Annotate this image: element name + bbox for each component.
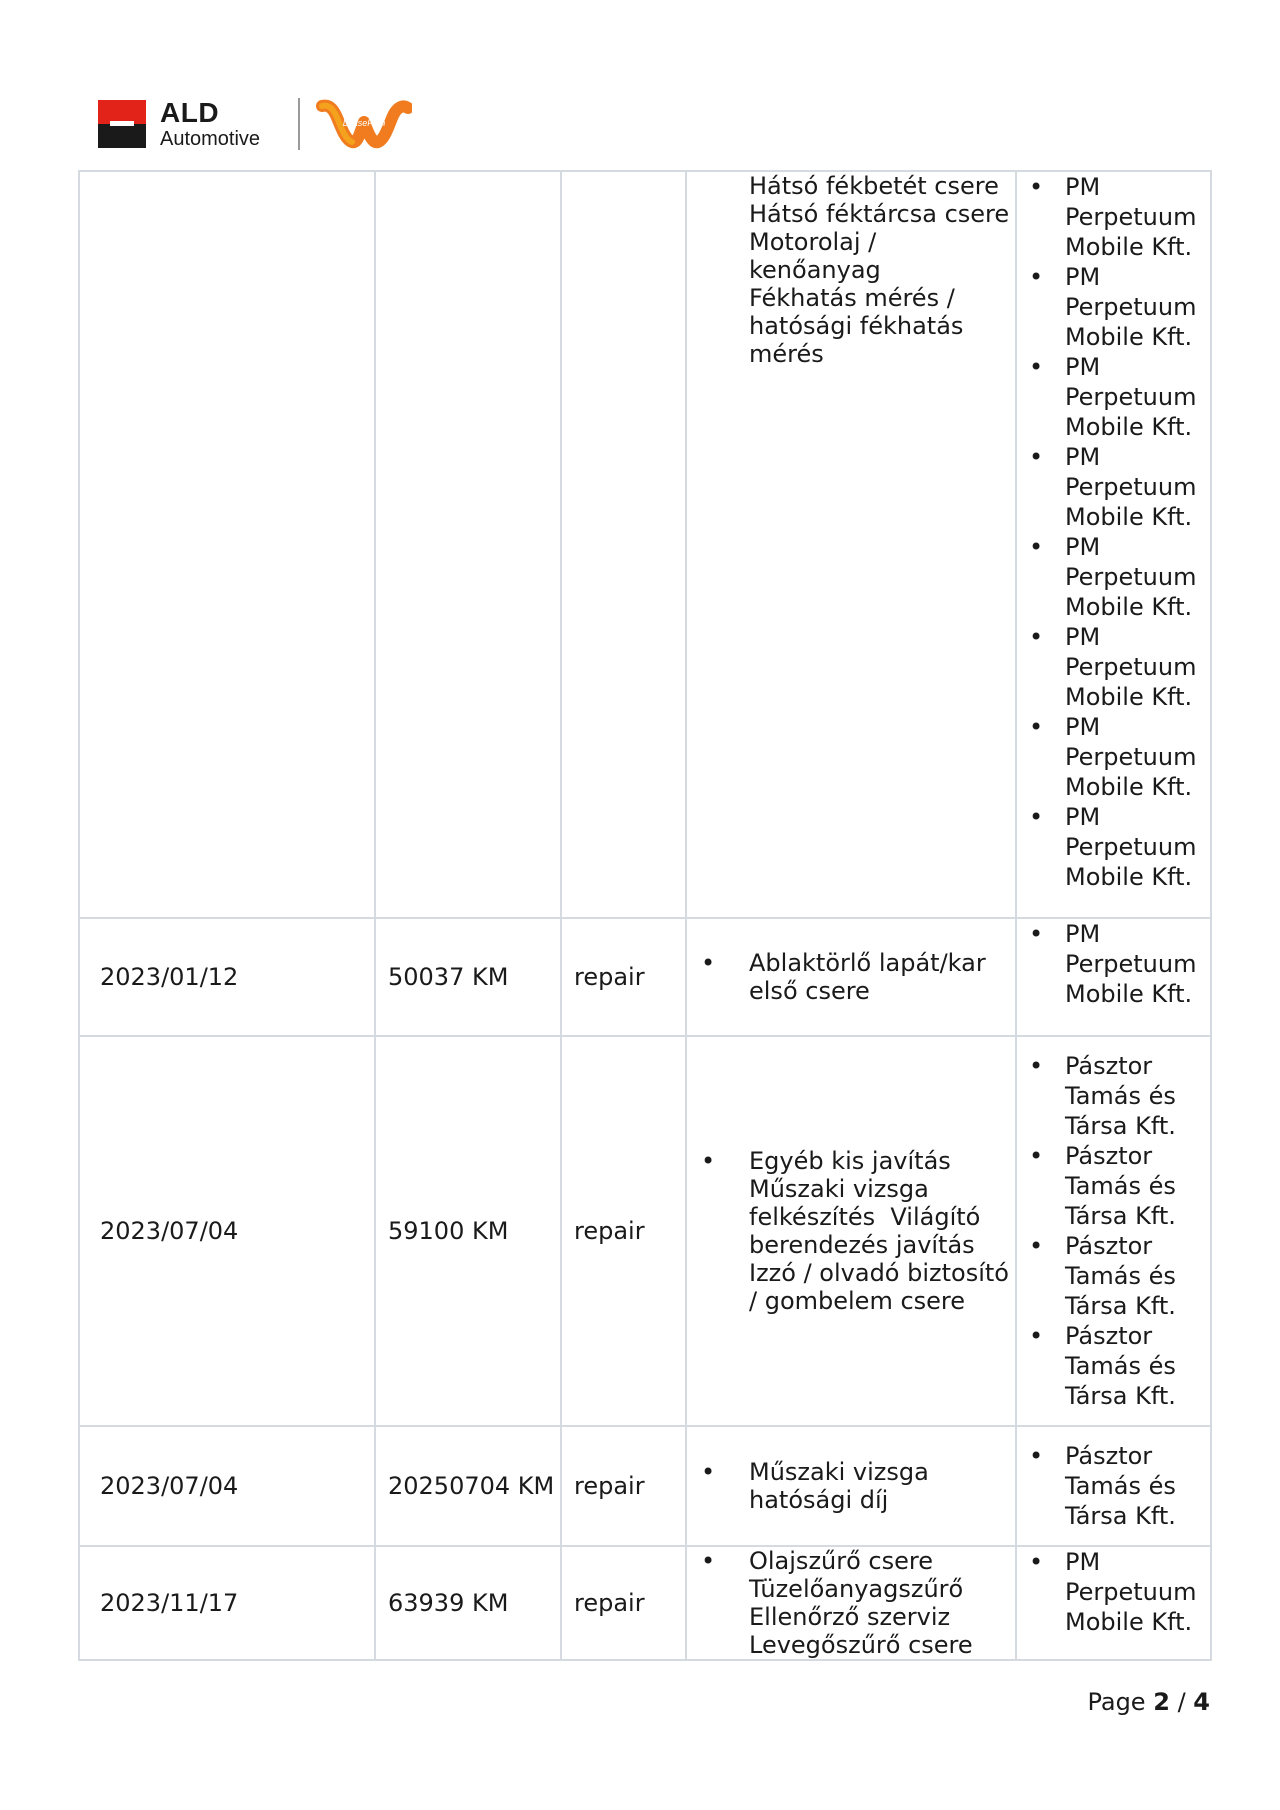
km-cell: 20250704 KM	[375, 1426, 561, 1546]
page-number	[1087, 1688, 1210, 1716]
table-row	[79, 171, 1211, 918]
provider-cell	[1016, 918, 1211, 1036]
header-logos	[98, 96, 438, 156]
provider-item: • PM Perpetuum Mobile Kft.	[1029, 919, 1206, 1009]
table-row	[79, 1036, 1211, 1426]
provider-item: • PM Perpetuum Mobile Kft.	[1029, 622, 1206, 712]
description-item: • Olajszűrő csere Tüzelőanyagszűrő Ellenőrző szerviz Levegőszűrő csere	[701, 1547, 1011, 1659]
service-history-table	[78, 170, 1212, 1661]
ald-logo-mark	[98, 100, 146, 148]
km-cell: 63939 KM	[375, 1546, 561, 1660]
leaseplan-text: LeasePlan	[342, 118, 386, 128]
provider-cell	[1016, 171, 1211, 918]
page-label: Page	[1087, 1688, 1146, 1716]
provider-item: • PM Perpetuum Mobile Kft.	[1029, 442, 1206, 532]
provider-item: • PM Perpetuum Mobile Kft.	[1029, 262, 1206, 352]
description-cell	[686, 918, 1016, 1036]
provider-item: • PM Perpetuum Mobile Kft.	[1029, 1547, 1206, 1637]
ald-brand: ALD	[160, 97, 220, 128]
description-line: Hátsó féktárcsa csere	[749, 200, 1010, 228]
table-row	[79, 1426, 1211, 1546]
provider-item: • Pásztor Tamás és Társa Kft.	[1029, 1321, 1206, 1411]
provider-cell	[1016, 1546, 1211, 1660]
date-cell: 2023/01/12	[79, 918, 375, 1036]
description-cell	[686, 1426, 1016, 1546]
ald-sub: Automotive	[160, 128, 261, 150]
type-cell: repair	[561, 1426, 686, 1546]
page-total: 4	[1193, 1688, 1210, 1716]
page-current: 2	[1153, 1688, 1170, 1716]
provider-item: • PM Perpetuum Mobile Kft.	[1029, 532, 1206, 622]
provider-item: • PM Perpetuum Mobile Kft.	[1029, 712, 1206, 802]
description-line: Fékhatás mérés / hatósági fékhatás mérés	[749, 284, 964, 368]
km-cell	[375, 171, 561, 918]
description-line: Motorolaj / kenőanyag	[749, 228, 881, 284]
provider-item: • Pásztor Tamás és Társa Kft.	[1029, 1051, 1206, 1141]
provider-item: • PM Perpetuum Mobile Kft.	[1029, 352, 1206, 442]
date-cell: 2023/07/04	[79, 1036, 375, 1426]
description-cell	[686, 1546, 1016, 1660]
provider-item: • Pásztor Tamás és Társa Kft.	[1029, 1141, 1206, 1231]
type-cell	[561, 171, 686, 918]
logo-divider	[298, 98, 300, 150]
km-cell: 50037 KM	[375, 918, 561, 1036]
description-item: • Egyéb kis javítás Műszaki vizsga felkészítés Világító berendezés javítás Izzó / olvadó biztosító / gombelem csere	[701, 1147, 1011, 1315]
description-item: • Ablaktörlő lapát/kar első csere	[701, 949, 1011, 1005]
description-cell	[686, 1036, 1016, 1426]
leaseplan-logo	[316, 96, 412, 152]
ald-logo-text	[160, 98, 260, 150]
type-cell: repair	[561, 918, 686, 1036]
type-cell: repair	[561, 1036, 686, 1426]
type-cell: repair	[561, 1546, 686, 1660]
provider-cell	[1016, 1036, 1211, 1426]
provider-cell	[1016, 1426, 1211, 1546]
date-cell: 2023/07/04	[79, 1426, 375, 1546]
date-cell: 2023/11/17	[79, 1546, 375, 1660]
date-cell	[79, 171, 375, 918]
description-cell	[686, 171, 1016, 918]
description-item: • Műszaki vizsga hatósági díj	[701, 1458, 1011, 1514]
provider-item: • PM Perpetuum Mobile Kft.	[1029, 172, 1206, 262]
description-line: Hátsó fékbetét csere	[749, 172, 999, 200]
km-cell: 59100 KM	[375, 1036, 561, 1426]
page-sep: /	[1177, 1688, 1186, 1716]
provider-item: • Pásztor Tamás és Társa Kft.	[1029, 1231, 1206, 1321]
table-row	[79, 918, 1211, 1036]
provider-item: • Pásztor Tamás és Társa Kft.	[1029, 1441, 1206, 1531]
table-row	[79, 1546, 1211, 1660]
provider-item: • PM Perpetuum Mobile Kft.	[1029, 802, 1206, 892]
